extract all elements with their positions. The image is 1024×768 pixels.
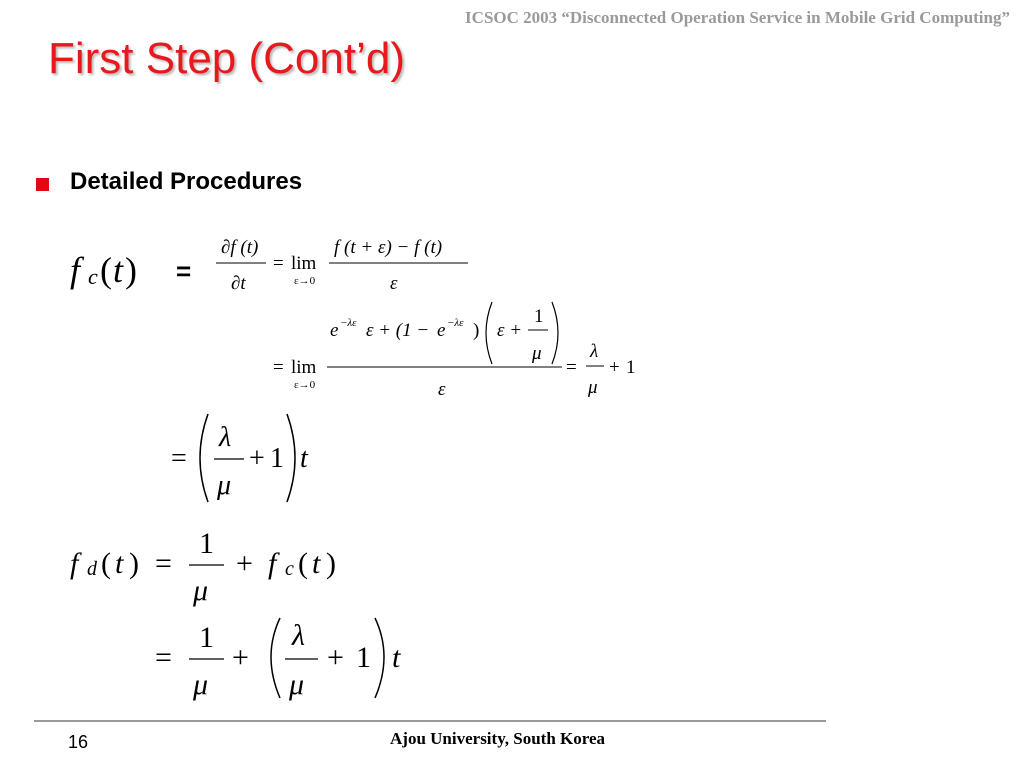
- page-number: 16: [68, 732, 89, 752]
- svg-text:): ): [473, 320, 480, 341]
- svg-text:t: t: [312, 547, 321, 580]
- svg-text:f: f: [70, 250, 81, 290]
- svg-text:μ: μ: [193, 574, 209, 607]
- svg-text:λ: λ: [219, 422, 232, 453]
- svg-text:ε: ε: [438, 379, 446, 400]
- fc-label: [70, 250, 137, 290]
- svg-text:λ: λ: [590, 341, 599, 362]
- svg-text:ε→0: ε→0: [294, 275, 316, 287]
- svg-text:t: t: [113, 250, 124, 290]
- svg-text:): ): [129, 547, 139, 580]
- header-text: ICSOC 2003 “Disconnected Operation Service in Mobile Grid Computing”: [465, 8, 1010, 27]
- svg-text:lim: lim: [291, 253, 317, 274]
- svg-text:1: 1: [356, 641, 371, 674]
- svg-text:1: 1: [534, 306, 544, 327]
- svg-text:−λε: −λε: [340, 317, 357, 329]
- svg-text:+: +: [327, 641, 344, 674]
- svg-text:f (t + ε) − f (t): f (t + ε) − f (t): [334, 237, 443, 258]
- svg-text:ε→0: ε→0: [294, 379, 316, 391]
- svg-text:(: (: [100, 250, 112, 290]
- equation-fd-result: [155, 618, 401, 701]
- equation-fd: [70, 527, 336, 607]
- svg-text:μ: μ: [289, 668, 305, 701]
- svg-text:t: t: [392, 641, 401, 674]
- svg-text:=: =: [171, 443, 187, 474]
- svg-text:ε: ε: [390, 273, 398, 294]
- svg-text:μ: μ: [532, 343, 542, 364]
- svg-text:∂t: ∂t: [231, 273, 246, 294]
- footer-divider: [34, 720, 826, 722]
- svg-text:c: c: [88, 264, 98, 289]
- svg-text:ε +: ε +: [497, 320, 523, 341]
- svg-text:+: +: [236, 547, 253, 580]
- svg-text:1: 1: [199, 527, 214, 560]
- svg-text:λ: λ: [292, 619, 305, 652]
- svg-text:μ: μ: [217, 470, 232, 501]
- svg-text:1: 1: [626, 357, 636, 378]
- svg-text:f: f: [268, 547, 277, 580]
- svg-text:1: 1: [199, 621, 214, 654]
- equation-sign: =: [176, 256, 192, 286]
- svg-text:): ): [125, 250, 137, 290]
- svg-text:μ: μ: [193, 668, 209, 701]
- svg-text:=: =: [273, 253, 284, 274]
- svg-text:c: c: [285, 558, 294, 580]
- svg-text:=: =: [155, 641, 172, 674]
- svg-text:1: 1: [270, 443, 284, 474]
- svg-text:+: +: [609, 357, 620, 378]
- svg-text:lim: lim: [291, 357, 317, 378]
- slide-title: First Step (Cont’d): [48, 34, 405, 83]
- svg-text:e: e: [330, 320, 339, 341]
- svg-text:(: (: [101, 547, 111, 580]
- equation-limit: [273, 302, 636, 400]
- footer-text: Ajou University, South Korea: [390, 729, 606, 748]
- svg-text:ε + (1 −: ε + (1 −: [366, 320, 430, 341]
- svg-text:d: d: [87, 558, 97, 580]
- svg-text:e: e: [437, 320, 446, 341]
- equation-derivative: [216, 237, 468, 294]
- svg-text:−λε: −λε: [447, 317, 464, 329]
- equation-fc-result: [171, 414, 309, 502]
- svg-text:t: t: [115, 547, 124, 580]
- svg-text:=: =: [566, 357, 577, 378]
- svg-text:+: +: [249, 443, 265, 474]
- svg-text:): ): [326, 547, 336, 580]
- svg-text:+: +: [232, 641, 249, 674]
- svg-text:t: t: [300, 443, 308, 474]
- svg-text:f: f: [70, 547, 79, 580]
- svg-text:=: =: [273, 357, 284, 378]
- svg-text:∂f (t): ∂f (t): [221, 237, 259, 258]
- svg-text:(: (: [298, 547, 308, 580]
- svg-text:μ: μ: [588, 377, 598, 398]
- svg-text:=: =: [155, 547, 172, 580]
- bullet-text: Detailed Procedures: [70, 168, 303, 195]
